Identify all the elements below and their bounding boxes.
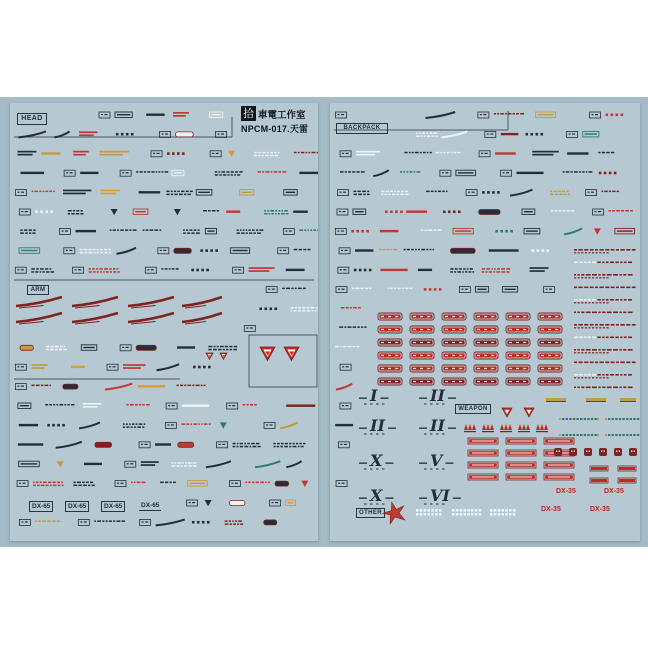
product-photo [0,97,648,547]
decal-code-dx35: DX-35 [541,506,561,513]
studio-name: 車電工作室 [258,109,306,121]
decal-code-dx35: DX-35 [604,488,624,495]
red-star-emblem-icon [380,499,408,527]
decal-sheet-left-canvas [10,103,318,541]
decal-code-dx65: DX-65 [141,502,160,509]
section-label-arm: ARM [27,285,49,295]
section-label-backpack: BACKPACK [336,123,388,134]
section-label-head: HEAD [17,113,47,125]
decal-code-dx65: DX-65 [29,501,53,512]
decal-sheet-right-canvas [330,103,640,541]
decal-code-dx35: DX-35 [556,488,576,495]
decal-code-dx65: DX-65 [65,501,89,512]
studio-badge-icon: 拾 [243,107,254,120]
product-code: NPCM-017.天雷 [241,124,309,134]
section-label-weapon: WEAPON [455,404,491,414]
decal-sheet-left [10,103,318,541]
section-label-other: OTHER [356,508,385,518]
decal-code-dx65: DX-65 [101,501,125,512]
decal-code-dx35: DX-35 [590,506,610,513]
studio-logo [241,106,323,135]
decal-sheet-right [330,103,640,541]
